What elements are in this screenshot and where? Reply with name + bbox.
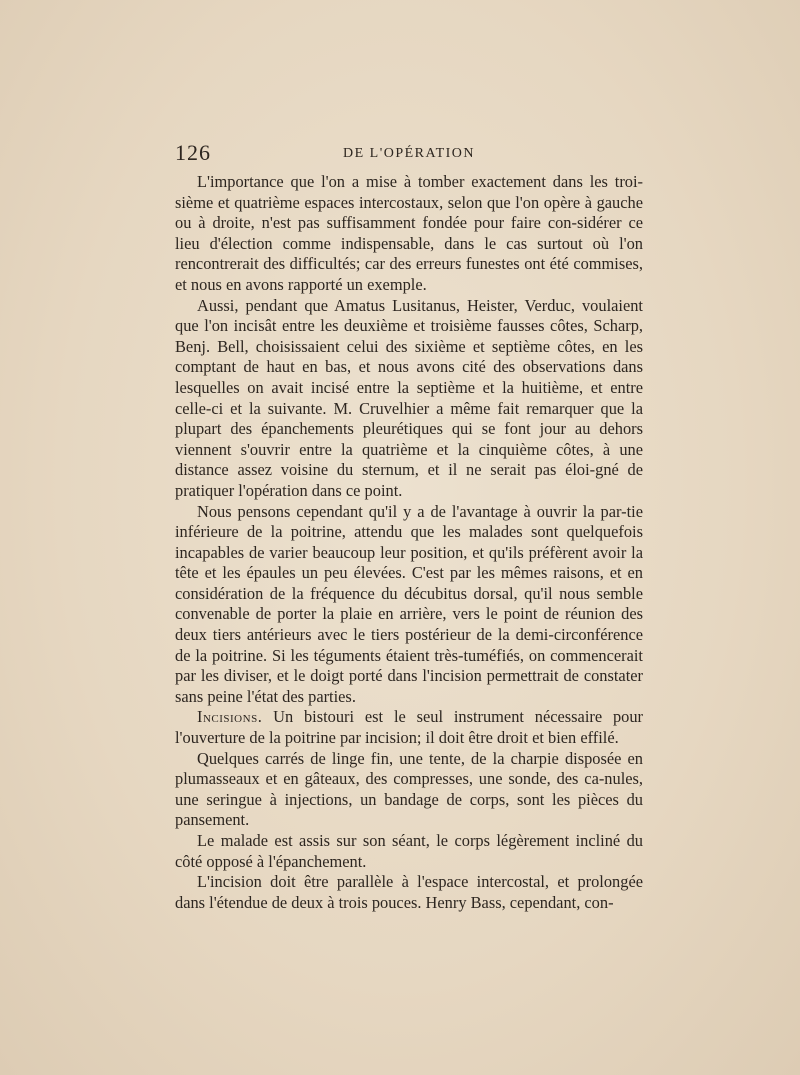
page-header [175,140,643,164]
page-number: 126 [175,140,211,165]
paragraph: L'importance que l'on a mise à tomber exactement dans les troi-sième et quatrième espaces intercostaux, selon que l'on opère à gauche ou à droite, n'est pas suffisamment fondée pour faire con-sidérer ce lieu d'élection comme indispensable, dans le cas surtout où l'on rencontrerait des difficultés; car des erreurs funestes ont été commises, et nous en avons rapporté un exemple. [175,172,643,294]
paragraph: Quelques carrés de linge fin, une tente, de la charpie disposée en plumasseaux et en gâteaux, des compresses, une sonde, des ca-nules, une seringue à injections, un bandage de corps, sont les pièces du pansement. [175,748,643,830]
paragraph: Le malade est assis sur son séant, le corps légèrement incliné du côté opposé à l'épanchement. [175,831,643,871]
paragraph: Aussi, pendant que Amatus Lusitanus, Heister, Verduc, voulaient que l'on incisât entre les deuxième et troisième fausses côtes, Scharp, Benj. Bell, choisissaient celui des sixième et septième côtes, en les comptant de haut en bas, et nous avons cité des observations dans lesquelles on avait incisé entre la septième et la huitième, et entre celle-ci et la suivante. M. Cruvelhier a même fait remarquer que la plupart des épanchements pleurétiques qui se font jour au dehors viennent s'ouvrir entre la quatrième et la cinquième côtes, à une distance assez voisine du sternum, et il ne serait pas éloi-gné de pratiquer l'opération dans ce point. [175,295,643,500]
paragraph-text: Un bistouri est le seul instrument nécessaire pour l'ouverture de la poitrine par incision; il doit être droit et bien effilé. [175,707,643,748]
paragraph [175,707,643,748]
section-heading: Incisions. [197,707,263,727]
paragraph: Nous pensons cependant qu'il y a de l'avantage à ouvrir la par-tie inférieure de la poitrine, attendu que les malades sont quelquefois incapables de varier beaucoup leur position, et qu'ils préfèrent avoir la tête et les épaules un peu élevées. C'est par les mêmes raisons, et en considération de la fréquence du décubitus dorsal, qu'il nous semble convenable de porter la plaie en arrière, vers le point de réunion des deux tiers antérieurs avec le tiers postérieur de la demi-circonférence de la poitrine. Si les téguments étaient très-tuméfiés, on commencerait par les diviser, et le doigt porté dans l'incision permettrait de constater sans peine l'état des parties. [175,501,643,706]
body-text [175,172,643,913]
running-title: DE L'OPÉRATION [342,146,475,161]
paragraph: L'incision doit être parallèle à l'espace intercostal, et prolongée dans l'étendue de deux à trois pouces. Henry Bass, cependant, con- [175,872,643,912]
